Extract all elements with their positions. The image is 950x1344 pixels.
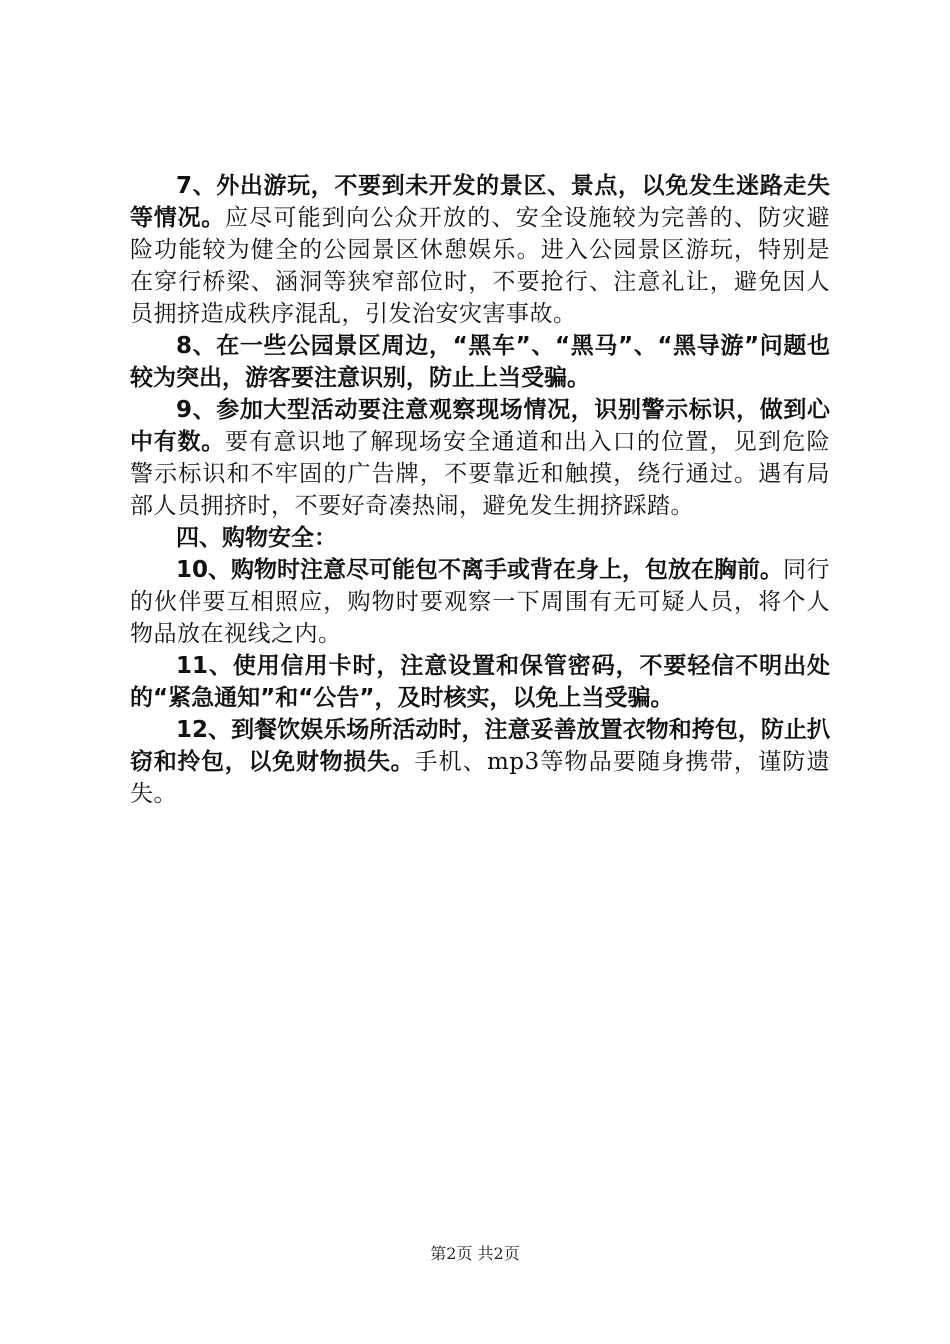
paragraph-body: 手机、mp3等物品要随身携带，谨防遗失。 [130, 749, 831, 807]
paragraph-lead: 12、到餐饮娱乐场所活动时，注意妥善放置衣物和挎包，防止扒窃和拎包，以免财物损失。 [130, 717, 830, 775]
paragraph-item-8 [130, 330, 830, 394]
paragraph-item-9 [130, 394, 830, 522]
paragraph-lead: 10、购物时注意尽可能包不离手或背在身上，包放在胸前。 [176, 557, 784, 583]
paragraph-body: 要有意识地了解现场安全通道和出入口的位置，见到危险警示标识和不牢固的广告牌，不要靠近和触摸，绕行通过。遇有局部人员拥挤时，不要好奇凑热闹，避免发生拥挤踩踏。 [130, 429, 831, 519]
paragraph-lead: 11、使用信用卡时，注意设置和保管密码，不要轻信不明出处的“紧急通知”和“公告”，及时核实，以免上当受骗。 [130, 653, 830, 711]
document-body [130, 170, 830, 810]
paragraph-lead: 8、在一些公园景区周边，“黑车”、“黑马”、“黑导游”问题也较为突出，游客要注意识别，防止上当受骗。 [130, 333, 830, 391]
page-number-label: 第2页 共2页 [430, 1244, 520, 1263]
paragraph-item-11 [130, 650, 830, 714]
paragraph-item-12 [130, 714, 830, 810]
section-heading-text: 四、购物安全： [176, 525, 337, 551]
paragraph-body: 同行的伙伴要互相照应，购物时要观察一下周围有无可疑人员，将个人物品放在视线之内。 [130, 557, 831, 647]
paragraph-lead: 9、参加大型活动要注意观察现场情况，识别警示标识，做到心中有数。 [130, 397, 830, 455]
section-heading-shopping-safety [130, 522, 830, 554]
paragraph-body: 应尽可能到向公众开放的、安全设施较为完善的、防灾避险功能较为健全的公园景区休憩娱乐。进入公园景区游玩，特别是在穿行桥梁、涵洞等狭窄部位时，不要抢行、注意礼让，避免因人员拥挤造成秩序混乱，引发治安灾害事故。 [130, 205, 831, 327]
paragraph-item-10 [130, 554, 830, 650]
paragraph-lead: 7、外出游玩，不要到未开发的景区、景点，以免发生迷路走失等情况。 [130, 173, 830, 231]
page-footer [0, 1243, 950, 1265]
paragraph-item-7 [130, 170, 830, 330]
